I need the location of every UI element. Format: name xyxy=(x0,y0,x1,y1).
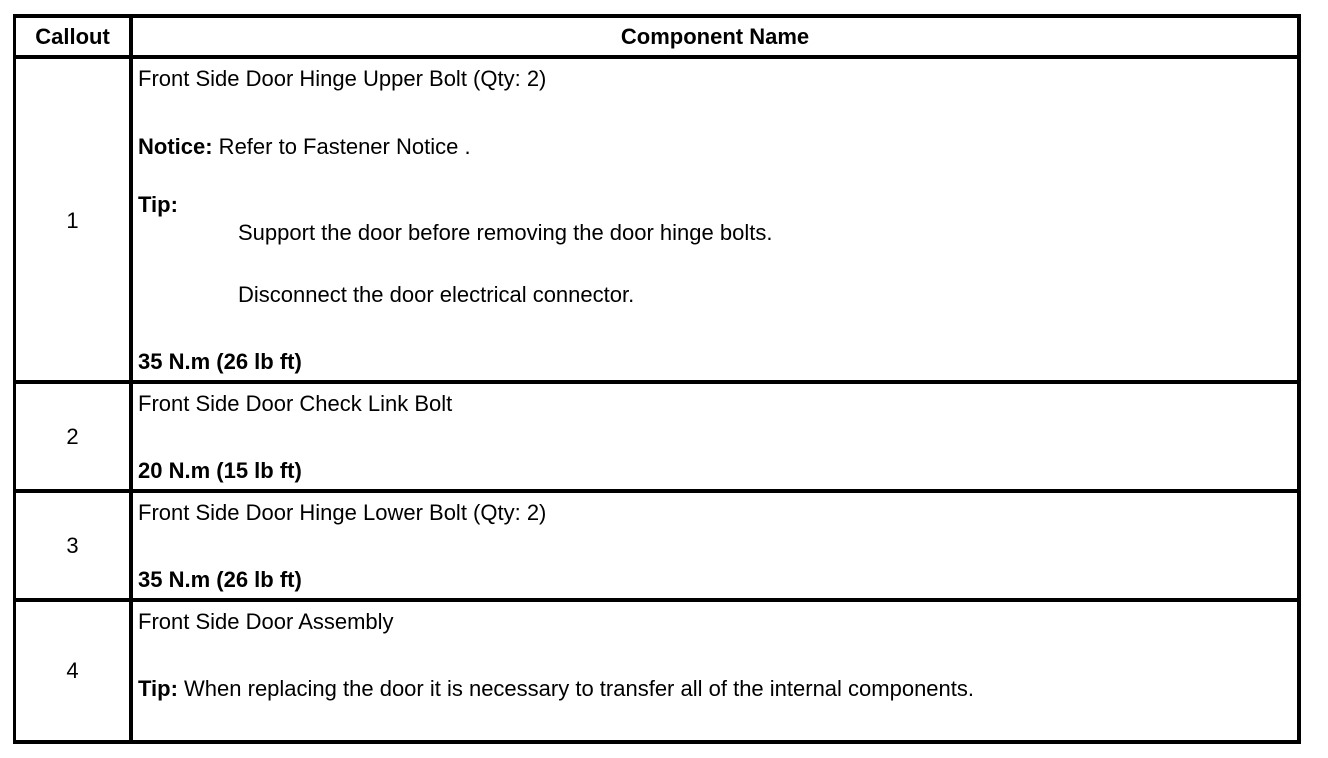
component-name: Front Side Door Hinge Upper Bolt (Qty: 2) xyxy=(138,66,547,91)
torque-spec: 20 N.m (15 lb ft) xyxy=(138,458,302,483)
torque-spec: 35 N.m (26 lb ft) xyxy=(138,349,302,374)
tip-label: Tip: xyxy=(138,192,178,217)
notice-line xyxy=(138,134,471,160)
column-divider xyxy=(129,14,133,744)
header-divider xyxy=(13,55,1301,59)
component-name: Front Side Door Check Link Bolt xyxy=(138,391,453,416)
row-divider xyxy=(13,598,1301,602)
table-border-left xyxy=(13,14,16,744)
callout-number: 2 xyxy=(66,424,79,449)
table-border-right xyxy=(1297,14,1301,744)
row-divider xyxy=(13,489,1301,493)
callout-number: 4 xyxy=(66,658,79,683)
tip-item: Support the door before removing the door hinge bolts. xyxy=(238,220,773,245)
table-border-top xyxy=(13,14,1301,18)
notice-text: Refer to Fastener Notice . xyxy=(212,134,471,159)
callout-number: 1 xyxy=(66,208,79,233)
tip-line xyxy=(138,676,974,702)
tip-label: Tip: xyxy=(138,676,178,701)
callout-number: 3 xyxy=(66,533,79,558)
component-name: Front Side Door Assembly xyxy=(138,609,394,634)
header-callout: Callout xyxy=(35,24,110,49)
torque-spec: 35 N.m (26 lb ft) xyxy=(138,567,302,592)
tip-text: When replacing the door it is necessary to transfer all of the internal components. xyxy=(177,676,975,701)
row-divider xyxy=(13,380,1301,384)
tip-item: Disconnect the door electrical connector. xyxy=(238,282,635,307)
table-border-bottom xyxy=(13,740,1301,744)
component-name: Front Side Door Hinge Lower Bolt (Qty: 2) xyxy=(138,500,547,525)
header-component-name: Component Name xyxy=(620,24,810,49)
notice-label: Notice: xyxy=(138,134,213,159)
